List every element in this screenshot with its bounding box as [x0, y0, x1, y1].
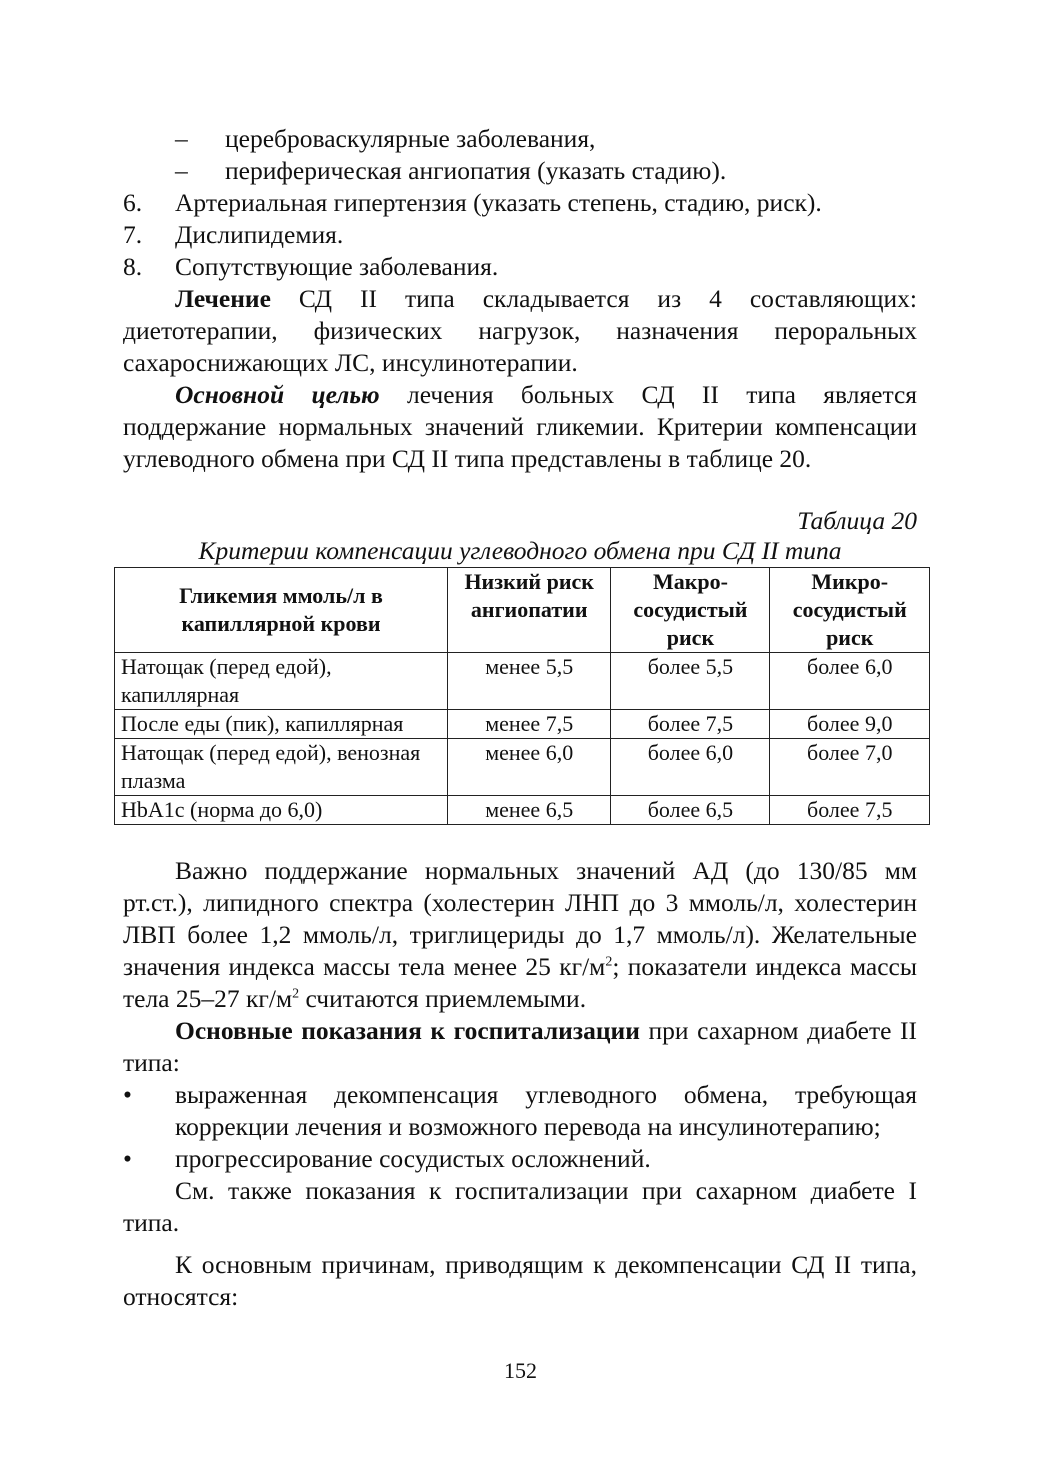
table-cell: более 7,0: [770, 739, 930, 796]
item-text: Сопутствующие заболевания.: [175, 252, 499, 281]
goal-paragraph: [123, 379, 917, 475]
goal-term: Основной целью: [175, 380, 380, 409]
table-cell: более 6,0: [770, 653, 930, 710]
important-text: ; показатели индекса массы тела 25–27 кг/м: [123, 952, 917, 1013]
goal-text: лечения больных СД II типа является поддержание нормальных значений гликемии. Критерии компенсации углеводного обмена при СД II типа представлены в таблице 20.: [123, 380, 917, 473]
table-cell: HbA1c (норма до 6,0): [115, 796, 448, 825]
see-also-paragraph: [123, 1175, 917, 1239]
table-cell: более 6,0: [611, 739, 770, 796]
item-number: 6.: [123, 188, 143, 217]
bullet-marker: •: [123, 1144, 132, 1173]
table-row: [115, 796, 930, 825]
table-header-row: [115, 568, 930, 653]
causes-text: К основным причинам, приводящим к декомпенсации СД II типа, относятся:: [123, 1250, 917, 1311]
superscript: 2: [605, 954, 613, 970]
numbered-item: [123, 219, 917, 251]
table-cell: более 6,5: [611, 796, 770, 825]
table-row: [115, 739, 930, 796]
important-text: считаются приемлемыми.: [299, 984, 587, 1013]
bullet-text: прогрессирование сосудистых осложнений.: [175, 1144, 651, 1173]
column-header: Низкий риск ангиопатии: [448, 568, 611, 653]
dash-marker: –: [175, 124, 188, 153]
list-item-text: цереброваскулярные заболевания,: [225, 124, 596, 153]
table-cell: После еды (пик), капиллярная: [115, 710, 448, 739]
table-label: Таблица 20: [797, 506, 917, 535]
list-item: [123, 123, 917, 155]
item-text: Артериальная гипертензия (указать степень, стадию, риск).: [175, 188, 822, 217]
table-cell: менее 7,5: [448, 710, 611, 739]
bullet-marker: •: [123, 1080, 132, 1109]
numbered-item: [123, 187, 917, 219]
treatment-text: СД II типа складывается из 4 составляющих: диетотерапии, физических нагрузок, назначения пероральных сахароснижающих ЛС, инсулинотерапии.: [123, 284, 917, 377]
table-cell: менее 5,5: [448, 653, 611, 710]
numbered-item: [123, 251, 917, 283]
bullet-item: [123, 1143, 917, 1175]
hospitalization-paragraph: [123, 1015, 917, 1079]
bullet-item: [123, 1079, 917, 1143]
hospitalization-text: при сахарном диабете II типа:: [123, 1016, 917, 1077]
table-cell: более 9,0: [770, 710, 930, 739]
column-header: Микро-сосудистый риск: [770, 568, 930, 653]
list-item: [123, 155, 917, 187]
criteria-table: [114, 567, 930, 825]
table-cell: более 7,5: [770, 796, 930, 825]
see-also-text: См. также показания к госпитализации при сахарном диабете I типа.: [123, 1176, 917, 1237]
item-number: 8.: [123, 252, 143, 281]
table-row: [115, 653, 930, 710]
table-title: Критерии компенсации углеводного обмена при СД II типа: [198, 536, 842, 565]
important-text: Важно поддержание нормальных значений АД (до 130/85 мм рт.ст.), липидного спектра (холестерин ЛНП до 3 ммоль/л, холестерин ЛВП более 1,2 ммоль/л, триглицериды до 1,7 ммоль/л). Желательные значения индекса массы тела менее 25 кг/м: [123, 856, 917, 981]
column-header: Гликемия ммоль/л в капиллярной крови: [115, 568, 448, 653]
page-number: 152: [504, 1358, 537, 1383]
treatment-term: Лечение: [175, 284, 271, 313]
superscript: 2: [292, 986, 300, 1002]
table-row: [115, 710, 930, 739]
item-text: Дислипидемия.: [175, 220, 344, 249]
column-header: Макро-сосудистый риск: [611, 568, 770, 653]
bullet-text: выраженная декомпенсация углеводного обмена, требующая коррекции лечения и возможного перевода на инсулинотерапию;: [175, 1080, 917, 1141]
table-cell: менее 6,0: [448, 739, 611, 796]
causes-paragraph: [123, 1249, 917, 1313]
table-cell: менее 6,5: [448, 796, 611, 825]
important-paragraph: [123, 855, 917, 1015]
hospitalization-term: Основные показания к госпитализации: [175, 1016, 640, 1045]
dash-marker: –: [175, 156, 188, 185]
table-cell: более 5,5: [611, 653, 770, 710]
treatment-paragraph: [123, 283, 917, 379]
item-number: 7.: [123, 220, 143, 249]
page-content: [123, 123, 917, 1313]
table-cell: Натощак (перед едой), венозная плазма: [115, 739, 448, 796]
table-cell: более 7,5: [611, 710, 770, 739]
table-cell: Натощак (перед едой), капиллярная: [115, 653, 448, 710]
list-item-text: периферическая ангиопатия (указать стадию).: [225, 156, 727, 185]
